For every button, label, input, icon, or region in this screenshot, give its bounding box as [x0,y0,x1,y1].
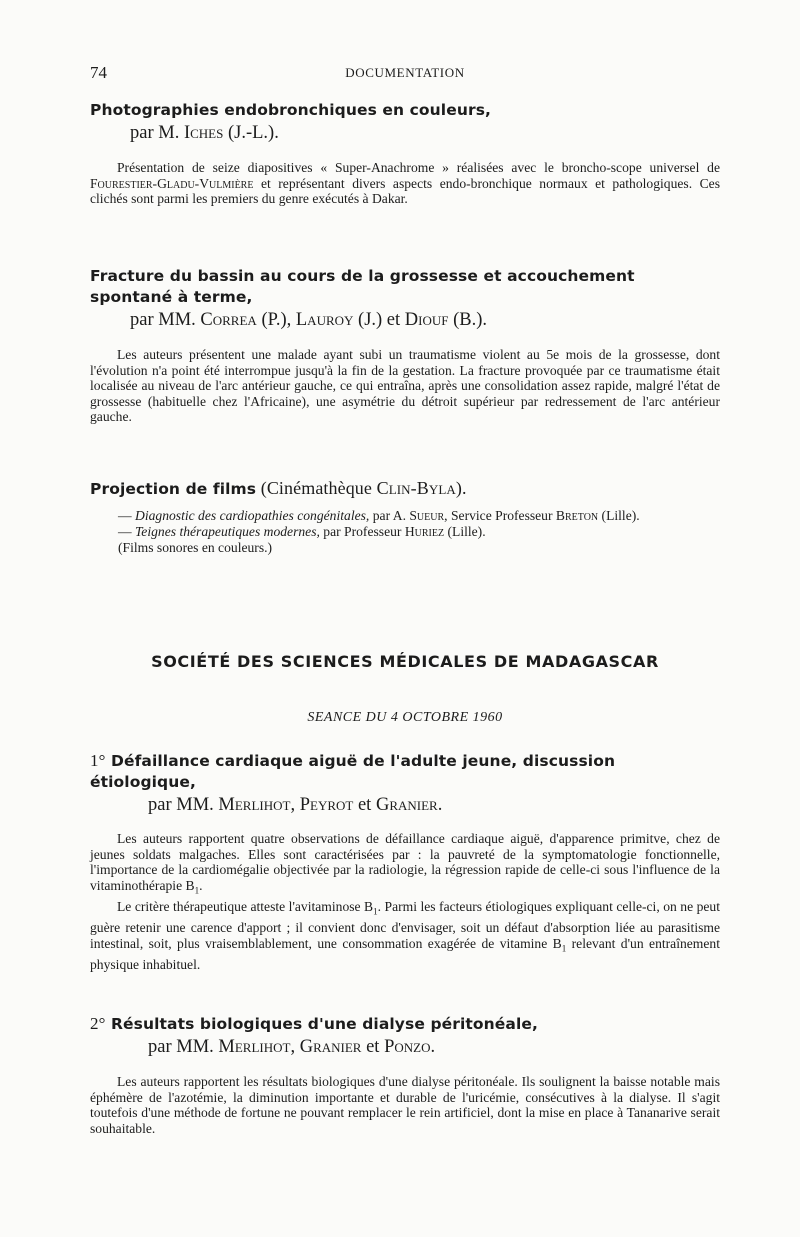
paragraph: Les auteurs présentent une malade ayant subi un traumatisme violent au 5e mois de la grossesse, dont l'évolution n'a point été interrompue jusqu'à la fin de la gestation. La fracture provoquée par ce traumatisme était localisée au niveau de l'arc antérieur gauche, ce qui entraîna, après une consolidation assez rapide, malgré l'état de grossesse (habituelle chez l'Africaine), une asymétrie du détroit supérieur par redressement de l'arc antérieur gauche. [90,347,720,425]
authors-line: par M. Iches (J.-L.). [130,123,279,143]
section-body [90,347,720,425]
section-fracture [90,266,720,425]
list-note: (Films sonores en couleurs.) [118,540,273,555]
list-item: — Diagnostic des cardiopathies congénitales, par A. Sueur, Service Professeur Breton (Lille). [118,508,640,523]
author-name: Fourestier-Gladu-Vulmière [90,175,254,191]
authors-line: par MM. Merlihot, Granier et Ponzo. [148,1037,436,1057]
section-body [90,1074,720,1136]
paragraph: Les auteurs rapportent quatre observations de défaillance cardiaque aiguë, d'apparence primitve, chez de jeunes soldats malgaches. Elles sont caractérisées par : la pauvreté de la symptomatologie fonctionnelle, l'importance de la cardiomégalie objectivée par la radiologie, la régression rapide de celle-ci sous l'influence de la vitaminothérapie $B_1$. [90,831,720,896]
paragraph: Le critère thérapeutique atteste l'avitaminose $B_1$. Parmi les facteurs étiologiques expliquant celle-ci, on ne peut guère retenir une carence d'apport ; il convient donc d'envisager, soit un défaut d'absorption liée au parasitisme intestinal, soit, plus vraisemblablement, une consommation exagérée de vitamine $B_1$ relevant d'un entraînement physique inhabituel. [90,899,721,973]
page-header [90,63,720,83]
film-list [90,508,720,556]
section-title: Fracture du bassin au cours de la grossesse et accouchement spontané à terme, [90,267,635,306]
list-item: — Teignes thérapeutiques modernes, par Professeur Huriez (Lille). [118,524,486,539]
paragraph: Les auteurs rapportent les résultats biologiques d'une dialyse péritonéale. Ils soulignent la baisse notable mais éphémère de l'azotémie, la diminution importante et durable de l'uricémie, consécutives à la dialyse. Il s'agit toutefois d'une méthode de fortune ne pouvant remplacer le rein artificiel, dont la mise en place à Tananarive serait souhaitable. [90,1074,720,1136]
authors-line: par MM. Merlihot, Peyrot et Granier. [148,795,443,815]
section-title: 2° Résultats biologiques d'une dialyse péritonéale, [90,1014,538,1033]
page-number: 74 [90,63,107,82]
section-title: 1° Défaillance cardiaque aiguë de l'adulte jeune, discussion étiologique, [90,751,616,791]
running-head: DOCUMENTATION [345,65,465,80]
section-dialyse [90,1013,720,1136]
section-body [90,831,720,973]
section-title: Photographies endobronchiques en couleurs, [90,101,492,119]
section-body [90,160,720,207]
paragraph: Présentation de seize diapositives « Super-Anachrome » réalisées avec le broncho-scope universel de Fourestier-Gladu-Vulmière et représentant divers aspects endo-bronchique normaux et pathologiques. Ces clichés sont parmi les premiers du genre exécutés à Dakar. [90,160,720,207]
section-photographies [90,100,720,207]
society-heading: SOCIÉTÉ DES SCIENCES MÉDICALES DE MADAGASCAR [151,652,659,671]
authors-line: par MM. Correa (P.), Lauroy (J.) et Diouf (B.). [130,310,488,330]
seance-heading: SEANCE DU 4 OCTOBRE 1960 [307,710,503,725]
section-title: Projection de films (Cinémathèque Clin-Byla). [90,478,467,498]
author-name: Iches [183,123,224,143]
section-defaillance [90,750,720,973]
section-projection [90,478,720,556]
